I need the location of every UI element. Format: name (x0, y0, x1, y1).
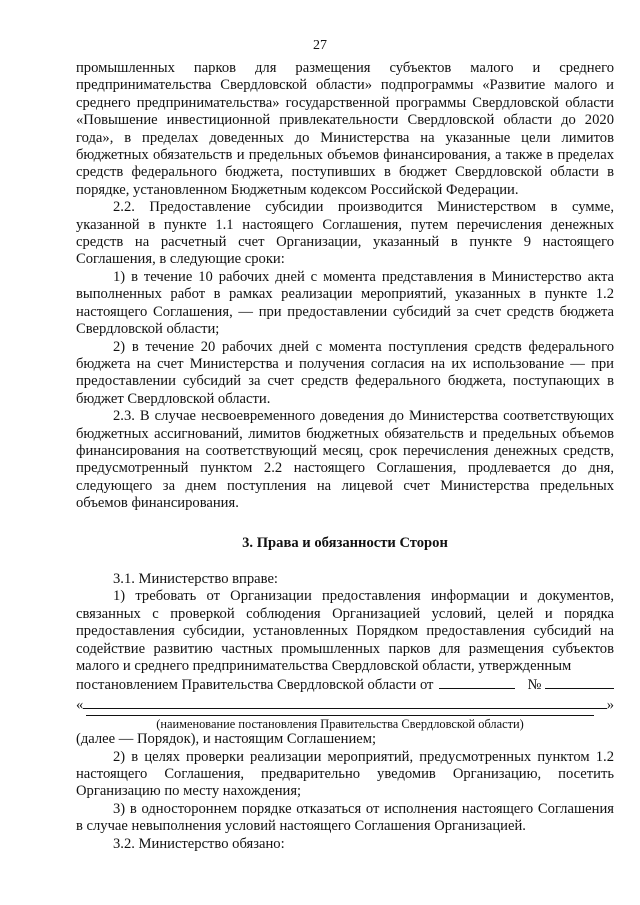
quote-open: « (76, 696, 84, 713)
paragraph-intro: промышленных парков для размещения субъектов малого и среднего предпринимательства Свердловской области» подпрограммы «Развитие малого и среднего предпринимательства» государственной программы Свердловской области «Повышение инвестиционной привлекательности Свердловской области до 2020 года», в пределах доведенных до Министерства на указанные цели лимитов бюджетных обязательств и предельных объемов финансирования, а также в пределах средств федерального бюджета, поступивших в бюджет Свердловской области в порядке, установленном Бюджетным кодексом Российской Федерации. (76, 60, 614, 198)
resolution-caption: (наименование постановления Правительства Свердловской области) (86, 715, 594, 731)
document-body (76, 60, 614, 853)
section-heading: 3. Права и обязанности Сторон (242, 534, 448, 551)
paragraph-3-1-item-2: 2) в целях проверки реализации мероприятий, предусмотренных пунктом 1.2 настоящего Соглашения, предварительно уведомив Организацию, посетить Организацию по месту нахождения; (76, 748, 614, 800)
paragraph-2-2-item-1: 1) в течение 10 рабочих дней с момента представления в Министерство акта выполненных работ в рамках реализации мероприятий, указанных в пункте 1.2 настоящего Соглашения, — при предоставлении субсидий за счет средств бюджета Свердловской области; (76, 268, 614, 338)
paragraph-3-1-item-1: 1) требовать от Организации предоставления информации и документов, связанных с проверкой соблюдения Организацией условий, целей и порядка предоставления субсидии, установленных Порядком предоставления субсидий на содействие развитию частных промышленных парков для размещения субъектов малого и среднего предпринимательства Свердловской области, утвержденным (76, 588, 614, 674)
date-blank (439, 675, 515, 689)
quote-close: » (606, 696, 614, 713)
paragraph-3-2: 3.2. Министерство обязано: (113, 835, 285, 852)
paragraph-2-2-item-2: 2) в течение 20 рабочих дней с момента поступления средств федерального бюджета на счет Министерства и получения согласия на их использование — при предоставлении субсидий за счет средств федерального бюджета, поступающих в бюджет Свердловской области. (76, 338, 614, 407)
page-number: 27 (313, 38, 327, 53)
resolution-name-line (76, 695, 614, 714)
resolution-line-text: постановлением Правительства Свердловской области от (76, 677, 434, 694)
paragraph-3-1: 3.1. Министерство вправе: (113, 570, 278, 587)
paragraph-3-1-item-3: 3) в одностороннем порядке отказаться от исполнения настоящего Соглашения в случае невыполнения условий настоящего Соглашения Организацией. (76, 800, 614, 835)
number-blank (545, 675, 614, 689)
resolution-line (76, 675, 614, 694)
paragraph-2-2: 2.2. Предоставление субсидии производится Министерством в сумме, указанной в пункте 1.1 настоящего Соглашения, путем перечисления денежных средств на расчетный счет Организации, указанный в пункте 9 настоящего Соглашения, в следующие сроки: (76, 199, 614, 268)
paragraph-3-1-item-1-end: (далее — Порядок), и настоящим Соглашением; (76, 731, 377, 748)
resolution-name-blank (83, 695, 606, 709)
paragraph-2-3: 2.3. В случае несвоевременного доведения до Министерства соответствующих бюджетных ассигнований, лимитов бюджетных обязательств и предельных объемов финансирования на соответствующий месяц, срок перечисления денежных средств, предусмотренный пунктом 2.2 настоящего Соглашения, продлевается до дня, следующего за днем поступления на лицевой счет Министерства предельных объемов финансирования. (76, 408, 614, 512)
number-sign: № (527, 677, 542, 694)
